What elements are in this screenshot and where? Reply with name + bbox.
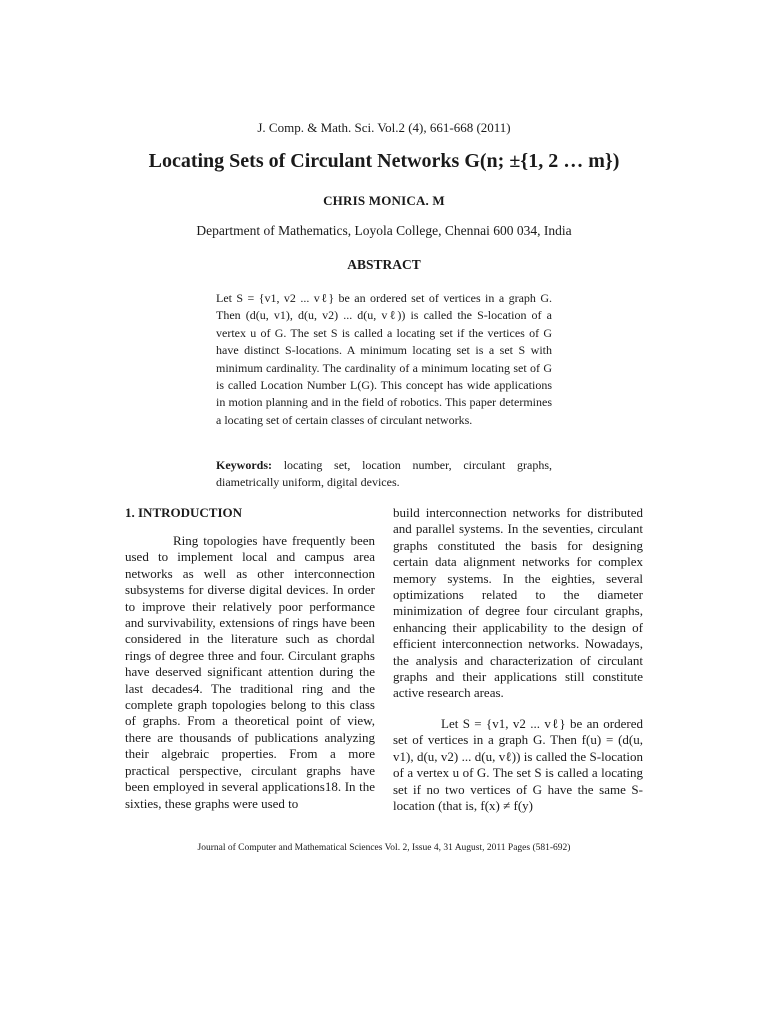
- left-column: [125, 505, 375, 812]
- keywords-text: locating set, location number, circulant graphs, diametrically uniform, digital devices.: [216, 458, 552, 490]
- keywords: [216, 457, 552, 492]
- journal-reference: J. Comp. & Math. Sci. Vol.2 (4), 661-668 (2011): [257, 120, 511, 135]
- paper-title: Locating Sets of Circulant Networks G(n; ±{1, 2 … m}): [148, 150, 620, 172]
- keywords-label: Keywords:: [216, 458, 272, 472]
- abstract-text: Let S = {v1, v2 ... vℓ} be an ordered set of vertices in a graph G. Then (d(u, v1), d(u, v2) ... d(u, vℓ)) is called the S-location of a vertex u of G. The set S is called a locating set if the vertices of G have distinct S-locations. A minimum locating set is a set S with minimum cardinality. The cardinality of a minimum locating set of G is called Location Number L(G). This concept has wide applications in motion planning and in the field of robotics. This paper determines a locating set of certain classes of circulant networks.: [216, 291, 552, 427]
- intro-paragraph-right-1: build interconnection networks for distributed and parallel systems. In the seventies, circulant graphs constituted the basis for designing certain data alignment networks for complex memory systems. In the eighties, several optimizations related to the diameter minimization of degree four circulant graphs, enhancing their applicability to the design of efficient interconnection networks. Nowadays, the analysis and characterization of circulant graphs and their applications still constitute active research areas.: [393, 505, 643, 701]
- author-name: CHRIS MONICA. M: [323, 193, 445, 208]
- intro-paragraph-left: Ring topologies have frequently been used to implement local and campus area networks as well as other interconnection subsystems for diverse digital devices. In order to improve their relatively poor performance and survivability, extensions of rings have been considered in the literature such as chordal rings of degree three and four. Circulant graphs have deserved significant attention during the last decades4. The traditional ring and the complete graph topologies belong to this class of graphs. From a theoretical point of view, there are thousands of publications analyzing their algebraic properties. From a more practical perspective, circulant graphs have been employed in several applications18. In the sixties, these graphs were used to: [125, 533, 375, 811]
- author-affiliation: Department of Mathematics, Loyola College, Chennai 600 034, India: [196, 223, 572, 238]
- right-column: [393, 505, 643, 814]
- intro-paragraph-right-2: Let S = {v1, v2 ... vℓ} be an ordered set of vertices in a graph G. Then f(u) = (d(u, v1), d(u, v2) ... d(u, vℓ)) is called the S-location of a vertex u of G. The set S is called a locating set if no two vertices of G have the same S-location (that is, f(x) ≠ f(y): [393, 715, 643, 813]
- section-heading-introduction: 1. INTRODUCTION: [125, 505, 243, 520]
- abstract-heading: ABSTRACT: [347, 257, 421, 272]
- page-footer: Journal of Computer and Mathematical Sciences Vol. 2, Issue 4, 31 August, 2011 Pages (581-692): [197, 843, 571, 853]
